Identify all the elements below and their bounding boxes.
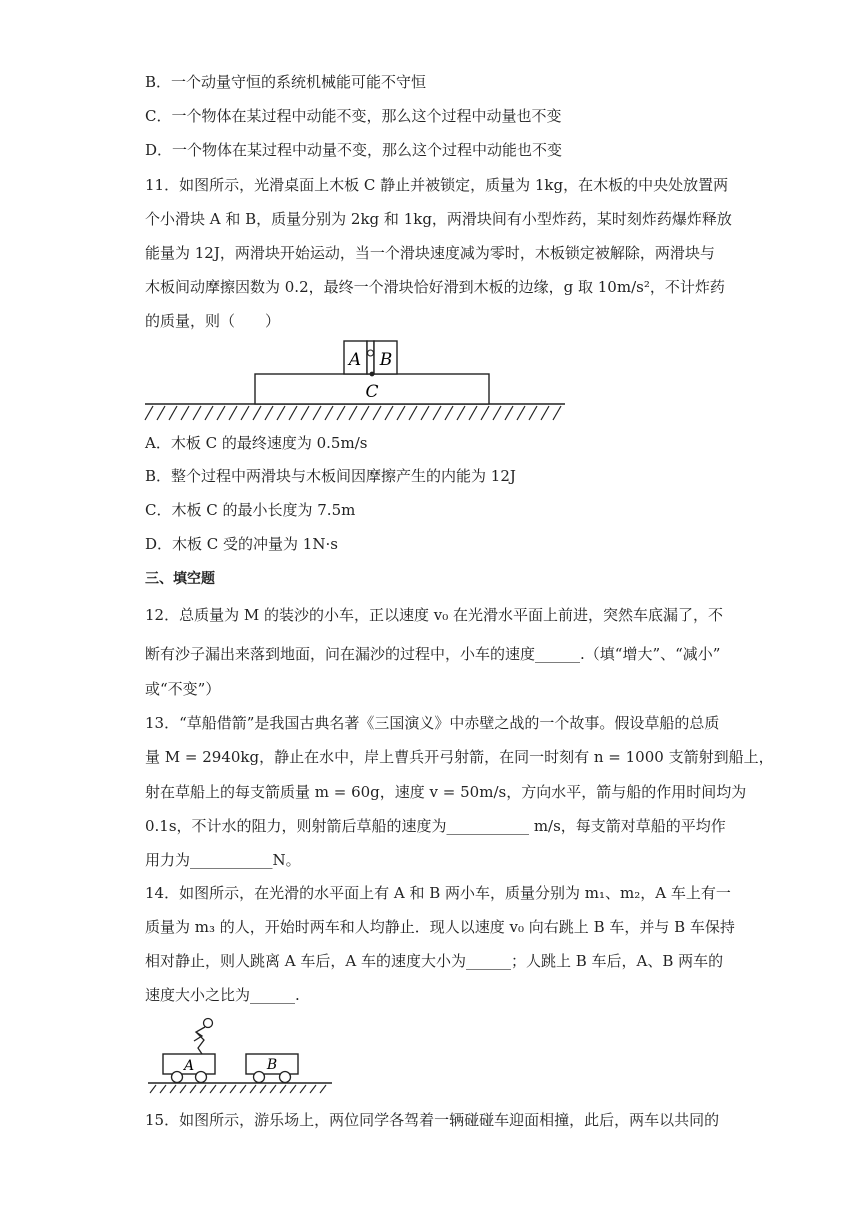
- q11-text-line: 的质量，则（ ）: [145, 312, 281, 330]
- q14-text-line: 相对静止，则人跳离 A 车后，A 车的速度大小为______；人跳上 B 车后，A、B 两车的: [145, 952, 724, 970]
- explosive: [367, 341, 374, 374]
- q11-option-a: A．木板 C 的最终速度为 0.5m/s: [145, 434, 368, 452]
- q14-text-line: 速度大小之比为______.: [145, 986, 300, 1004]
- ground-hatching: [145, 406, 561, 420]
- wheel: [280, 1072, 291, 1083]
- q13-text-line: 用力为___________N。: [145, 851, 301, 869]
- q14-figure-carts: [146, 1016, 336, 1094]
- board-center-dot: [370, 372, 375, 377]
- q10-option-c: C．一个物体在某过程中动能不变，那么这个过程中动量也不变: [145, 107, 562, 125]
- q11-option-d: D．木板 C 受的冲量为 1N·s: [145, 535, 338, 553]
- q11-option-c: C．木板 C 的最小长度为 7.5m: [145, 501, 356, 519]
- q11-text-line: 11．如图所示，光滑桌面上木板 C 静止并被锁定，质量为 1kg，在木板的中央处放置两: [145, 176, 729, 194]
- q12-text-line: 或“不变”）: [145, 680, 221, 698]
- wheel: [254, 1072, 265, 1083]
- label-b: B: [379, 350, 393, 370]
- q12-text-line: 断有沙子漏出来落到地面，问在漏沙的过程中，小车的速度______.（填“增大”、“减小”: [145, 645, 721, 663]
- q11-text-line: 个小滑块 A 和 B，质量分别为 2kg 和 1kg，两滑块间有小型炸药，某时刻炸药爆炸释放: [145, 210, 732, 228]
- q11-text-line: 木板间动摩擦因数为 0.2，最终一个滑块恰好滑到木板的边缘，g 取 10m/s²，不计炸药: [145, 278, 725, 296]
- q11-text-line: 能量为 12J，两滑块开始运动，当一个滑块速度减为零时，木板锁定被解除，两滑块与: [145, 244, 715, 262]
- q11-figure-board-blocks: [143, 336, 568, 422]
- cart-b-label: B: [266, 1057, 278, 1073]
- q13-text-line: 射在草船上的每支箭质量 m = 60g，速度 v = 50m/s，方向水平，箭与船的作用时间均为: [145, 783, 747, 801]
- q14-text-line: 质量为 m₃ 的人，开始时两车和人均静止．现人以速度 v₀ 向右跳上 B 车，并与 B 车保持: [145, 918, 735, 936]
- q10-option-b: B．一个动量守恒的系统机械能可能不守恒: [145, 73, 427, 91]
- person-icon: [194, 1019, 213, 1055]
- q10-option-d: D．一个物体在某过程中动量不变，那么这个过程中动能也不变: [145, 141, 563, 159]
- q13-text-line: 13．“草船借箭”是我国古典名著《三国演义》中赤壁之战的一个故事。假设草船的总质: [145, 714, 720, 732]
- ground-hatching: [150, 1085, 326, 1093]
- label-c: C: [365, 382, 379, 402]
- q13-text-line: 量 M = 2940kg，静止在水中，岸上曹兵开弓射箭，在同一时刻有 n = 1000 支箭射到船上，: [145, 748, 774, 766]
- label-a: A: [348, 350, 362, 370]
- section-heading: 三、填空题: [145, 571, 215, 587]
- q14-text-line: 14．如图所示，在光滑的水平面上有 A 和 B 两小车，质量分别为 m₁、m₂，A 车上有一: [145, 884, 731, 902]
- q15-text-line: 15．如图所示，游乐场上，两位同学各驾着一辆碰碰车迎面相撞，此后，两车以共同的: [145, 1111, 720, 1129]
- wheel: [196, 1072, 207, 1083]
- q12-text-line: 12．总质量为 M 的装沙的小车，正以速度 v₀ 在光滑水平面上前进，突然车底漏了，不: [145, 606, 724, 624]
- cart-a-label: A: [183, 1058, 195, 1074]
- wheel: [172, 1072, 183, 1083]
- q11-option-b: B．整个过程中两滑块与木板间因摩擦产生的内能为 12J: [145, 467, 516, 485]
- q13-text-line: 0.1s，不计水的阻力，则射箭后草船的速度为___________ m/s，每支箭对草船的平均作: [145, 817, 726, 835]
